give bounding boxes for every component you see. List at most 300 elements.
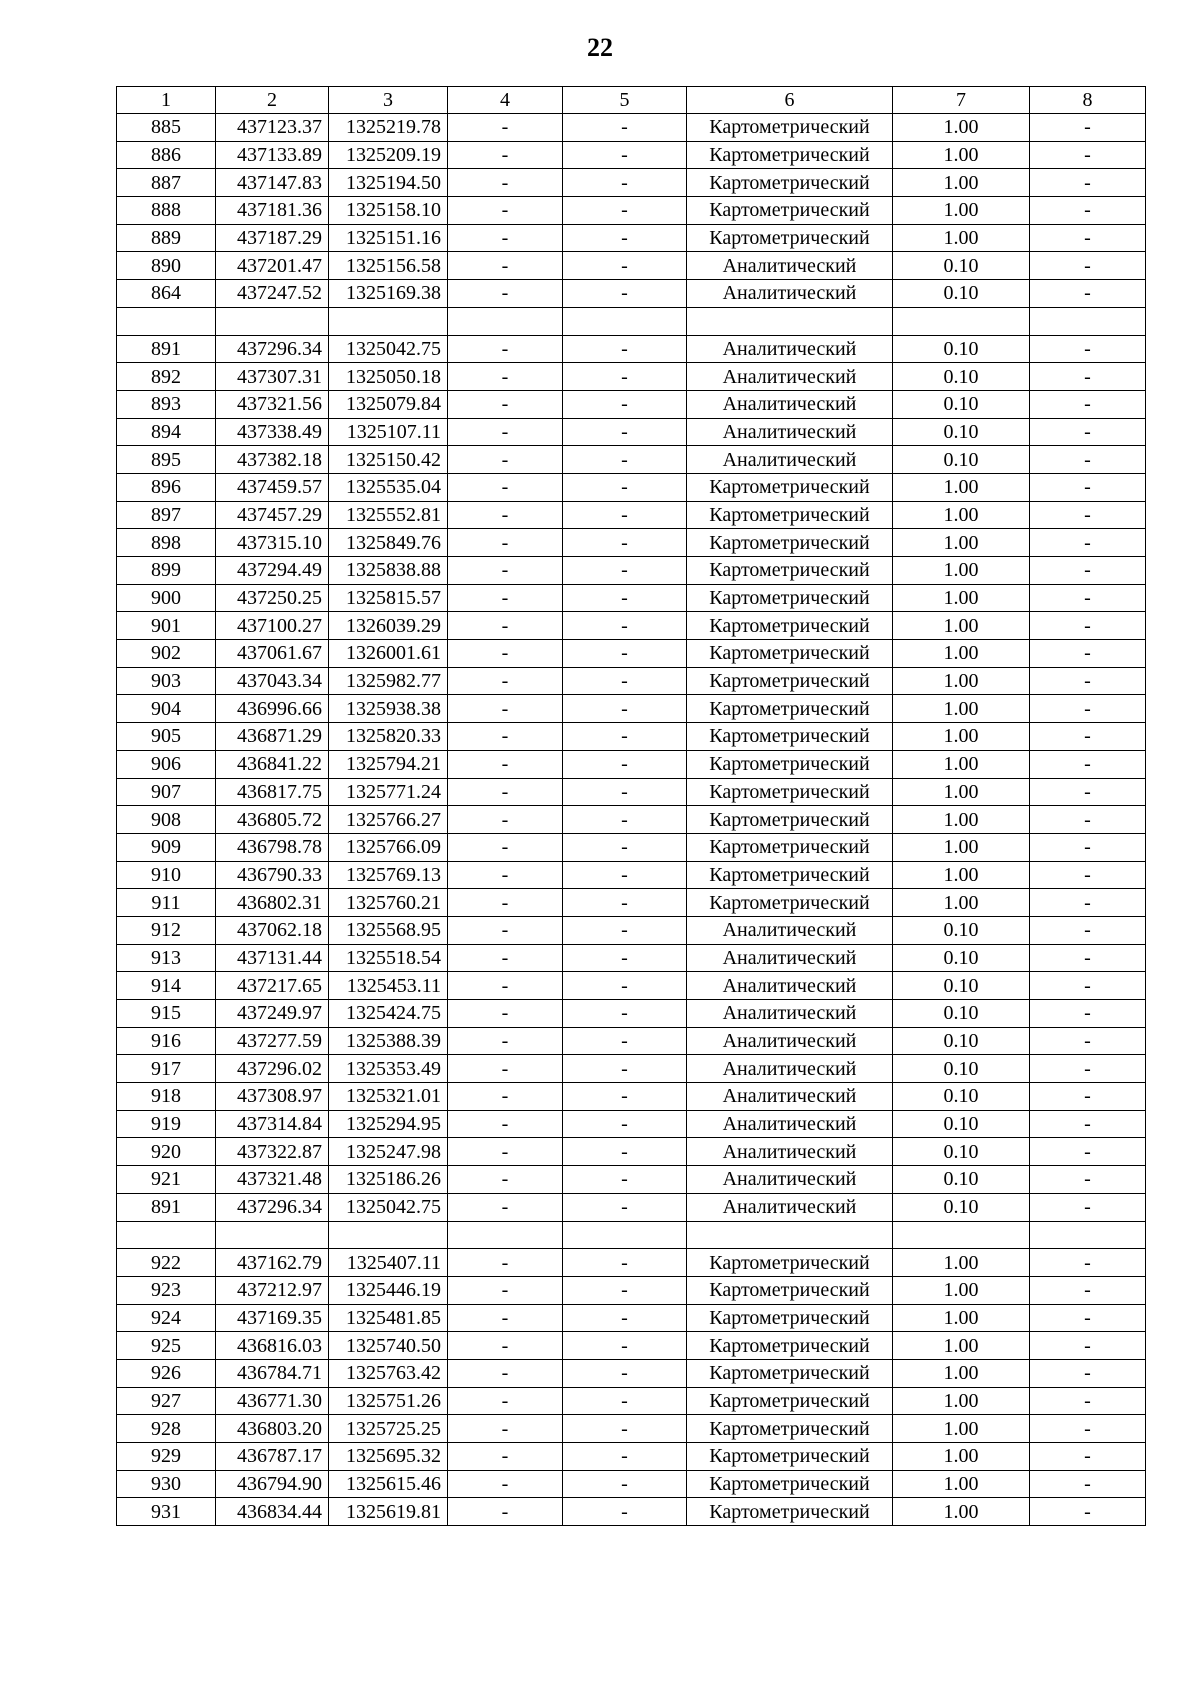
method-cell: Картометрический [687, 197, 893, 225]
x-coordinate-cell: 437338.49 [216, 418, 329, 446]
point-number-cell: 929 [117, 1443, 216, 1471]
y-coordinate-cell: 1325219.78 [329, 114, 448, 142]
col8-cell: - [1030, 1359, 1146, 1387]
col8-cell: - [1030, 169, 1146, 197]
page-number: 22 [587, 33, 613, 62]
point-number-cell: 887 [117, 169, 216, 197]
table-row [117, 114, 1146, 142]
x-coordinate-cell: 436802.31 [216, 889, 329, 917]
col8-cell: - [1030, 1083, 1146, 1111]
y-coordinate-cell: 1325158.10 [329, 197, 448, 225]
method-cell [687, 307, 893, 335]
accuracy-cell: 0.10 [893, 1000, 1030, 1028]
table-row [117, 1470, 1146, 1498]
table-row [117, 280, 1146, 308]
col4-cell: - [448, 806, 563, 834]
table-row [117, 1193, 1146, 1221]
y-coordinate-cell: 1325615.46 [329, 1470, 448, 1498]
point-number-cell: 908 [117, 806, 216, 834]
y-coordinate-cell: 1325568.95 [329, 916, 448, 944]
separator-row [117, 1221, 1146, 1249]
accuracy-cell: 0.10 [893, 418, 1030, 446]
method-cell: Аналитический [687, 1138, 893, 1166]
table-row [117, 612, 1146, 640]
column-header-1: 1 [117, 87, 216, 114]
method-cell: Картометрический [687, 723, 893, 751]
method-cell: Картометрический [687, 1249, 893, 1277]
accuracy-cell: 1.00 [893, 1415, 1030, 1443]
table-row [117, 197, 1146, 225]
table-row [117, 1166, 1146, 1194]
accuracy-cell: 1.00 [893, 1359, 1030, 1387]
col5-cell: - [563, 1359, 687, 1387]
point-number-cell: 910 [117, 861, 216, 889]
table-row [117, 335, 1146, 363]
col4-cell: - [448, 141, 563, 169]
col4-cell: - [448, 1443, 563, 1471]
table-body [117, 114, 1146, 1526]
col4-cell: - [448, 640, 563, 668]
point-number-cell: 899 [117, 557, 216, 585]
accuracy-cell [893, 307, 1030, 335]
x-coordinate-cell: 436841.22 [216, 750, 329, 778]
point-number-cell: 889 [117, 224, 216, 252]
table-header [117, 87, 1146, 114]
y-coordinate-cell: 1325294.95 [329, 1110, 448, 1138]
x-coordinate-cell: 437201.47 [216, 252, 329, 280]
x-coordinate-cell: 437296.34 [216, 335, 329, 363]
point-number-cell: 930 [117, 1470, 216, 1498]
point-number-cell: 885 [117, 114, 216, 142]
x-coordinate-cell: 437321.48 [216, 1166, 329, 1194]
y-coordinate-cell: 1325552.81 [329, 501, 448, 529]
table-row [117, 1276, 1146, 1304]
y-coordinate-cell: 1325446.19 [329, 1276, 448, 1304]
accuracy-cell: 1.00 [893, 1443, 1030, 1471]
point-number-cell: 918 [117, 1083, 216, 1111]
accuracy-cell: 1.00 [893, 1498, 1030, 1526]
col8-cell: - [1030, 750, 1146, 778]
accuracy-cell: 0.10 [893, 916, 1030, 944]
y-coordinate-cell: 1326001.61 [329, 640, 448, 668]
col4-cell: - [448, 695, 563, 723]
point-number-cell [117, 307, 216, 335]
coordinates-table [116, 86, 1146, 1526]
col4-cell: - [448, 972, 563, 1000]
x-coordinate-cell: 437169.35 [216, 1304, 329, 1332]
accuracy-cell: 1.00 [893, 473, 1030, 501]
col5-cell: - [563, 224, 687, 252]
col5-cell: - [563, 778, 687, 806]
col8-cell: - [1030, 612, 1146, 640]
method-cell: Картометрический [687, 778, 893, 806]
accuracy-cell: 0.10 [893, 1138, 1030, 1166]
table-row [117, 695, 1146, 723]
point-number-cell: 903 [117, 667, 216, 695]
y-coordinate-cell: 1325725.25 [329, 1415, 448, 1443]
y-coordinate-cell: 1325849.76 [329, 529, 448, 557]
column-header-8: 8 [1030, 87, 1146, 114]
table-row [117, 1387, 1146, 1415]
accuracy-cell: 1.00 [893, 224, 1030, 252]
col4-cell: - [448, 833, 563, 861]
col8-cell: - [1030, 889, 1146, 917]
point-number-cell: 925 [117, 1332, 216, 1360]
x-coordinate-cell: 437294.49 [216, 557, 329, 585]
col8-cell: - [1030, 833, 1146, 861]
method-cell: Картометрический [687, 640, 893, 668]
y-coordinate-cell: 1325740.50 [329, 1332, 448, 1360]
point-number-cell: 920 [117, 1138, 216, 1166]
col4-cell: - [448, 280, 563, 308]
col4-cell: - [448, 390, 563, 418]
point-number-cell: 897 [117, 501, 216, 529]
col4-cell: - [448, 1110, 563, 1138]
col4-cell: - [448, 224, 563, 252]
y-coordinate-cell: 1325766.09 [329, 833, 448, 861]
method-cell: Картометрический [687, 1359, 893, 1387]
method-cell: Картометрический [687, 501, 893, 529]
accuracy-cell: 1.00 [893, 640, 1030, 668]
accuracy-cell: 0.10 [893, 1083, 1030, 1111]
col5-cell: - [563, 335, 687, 363]
col4-cell: - [448, 916, 563, 944]
col5-cell: - [563, 1276, 687, 1304]
method-cell: Картометрический [687, 1387, 893, 1415]
method-cell: Аналитический [687, 944, 893, 972]
x-coordinate-cell: 437307.31 [216, 363, 329, 391]
x-coordinate-cell: 436871.29 [216, 723, 329, 751]
method-cell: Аналитический [687, 916, 893, 944]
col8-cell: - [1030, 1000, 1146, 1028]
x-coordinate-cell: 436816.03 [216, 1332, 329, 1360]
col4-cell: - [448, 584, 563, 612]
y-coordinate-cell: 1325156.58 [329, 252, 448, 280]
point-number-cell: 921 [117, 1166, 216, 1194]
col8-cell: - [1030, 1138, 1146, 1166]
table-row [117, 363, 1146, 391]
y-coordinate-cell: 1325695.32 [329, 1443, 448, 1471]
x-coordinate-cell: 437296.34 [216, 1193, 329, 1221]
point-number-cell: 886 [117, 141, 216, 169]
table-row [117, 1110, 1146, 1138]
x-coordinate-cell: 437321.56 [216, 390, 329, 418]
accuracy-cell: 1.00 [893, 1332, 1030, 1360]
x-coordinate-cell: 437212.97 [216, 1276, 329, 1304]
column-header-6: 6 [687, 87, 893, 114]
accuracy-cell: 0.10 [893, 280, 1030, 308]
col5-cell: - [563, 1138, 687, 1166]
col8-cell: - [1030, 1249, 1146, 1277]
accuracy-cell: 0.10 [893, 252, 1030, 280]
x-coordinate-cell: 437043.34 [216, 667, 329, 695]
y-coordinate-cell: 1325079.84 [329, 390, 448, 418]
y-coordinate-cell [329, 1221, 448, 1249]
col4-cell: - [448, 1498, 563, 1526]
point-number-cell: 912 [117, 916, 216, 944]
y-coordinate-cell: 1325321.01 [329, 1083, 448, 1111]
col8-cell: - [1030, 1304, 1146, 1332]
accuracy-cell: 1.00 [893, 667, 1030, 695]
x-coordinate-cell: 436817.75 [216, 778, 329, 806]
x-coordinate-cell: 436790.33 [216, 861, 329, 889]
table-row [117, 224, 1146, 252]
method-cell: Картометрический [687, 861, 893, 889]
y-coordinate-cell: 1325982.77 [329, 667, 448, 695]
accuracy-cell: 0.10 [893, 1193, 1030, 1221]
col4-cell: - [448, 778, 563, 806]
x-coordinate-cell: 437217.65 [216, 972, 329, 1000]
method-cell: Картометрический [687, 557, 893, 585]
col5-cell: - [563, 473, 687, 501]
accuracy-cell: 1.00 [893, 1470, 1030, 1498]
point-number-cell: 864 [117, 280, 216, 308]
method-cell: Картометрический [687, 584, 893, 612]
x-coordinate-cell: 437131.44 [216, 944, 329, 972]
col4-cell: - [448, 1359, 563, 1387]
col5-cell: - [563, 1443, 687, 1471]
point-number-cell: 891 [117, 335, 216, 363]
accuracy-cell: 0.10 [893, 1166, 1030, 1194]
table-row [117, 1027, 1146, 1055]
point-number-cell: 917 [117, 1055, 216, 1083]
x-coordinate-cell: 436784.71 [216, 1359, 329, 1387]
col8-cell: - [1030, 640, 1146, 668]
method-cell: Картометрический [687, 1443, 893, 1471]
col4-cell: - [448, 1193, 563, 1221]
col5-cell: - [563, 1415, 687, 1443]
table-row [117, 833, 1146, 861]
col8-cell: - [1030, 114, 1146, 142]
col4-cell: - [448, 418, 563, 446]
y-coordinate-cell [329, 307, 448, 335]
y-coordinate-cell: 1325424.75 [329, 1000, 448, 1028]
point-number-cell: 927 [117, 1387, 216, 1415]
table-row [117, 557, 1146, 585]
method-cell: Аналитический [687, 1083, 893, 1111]
col8-cell: - [1030, 806, 1146, 834]
method-cell: Аналитический [687, 418, 893, 446]
col8-cell: - [1030, 1276, 1146, 1304]
table-row [117, 169, 1146, 197]
point-number-cell: 893 [117, 390, 216, 418]
col5-cell: - [563, 501, 687, 529]
col8-cell: - [1030, 1110, 1146, 1138]
y-coordinate-cell: 1325050.18 [329, 363, 448, 391]
accuracy-cell: 1.00 [893, 529, 1030, 557]
col8-cell: - [1030, 446, 1146, 474]
col4-cell: - [448, 1276, 563, 1304]
col5-cell: - [563, 114, 687, 142]
accuracy-cell: 0.10 [893, 446, 1030, 474]
col4-cell [448, 307, 563, 335]
accuracy-cell: 0.10 [893, 1055, 1030, 1083]
col5-cell: - [563, 833, 687, 861]
col4-cell: - [448, 529, 563, 557]
method-cell: Аналитический [687, 363, 893, 391]
y-coordinate-cell: 1325794.21 [329, 750, 448, 778]
col4-cell: - [448, 667, 563, 695]
col5-cell: - [563, 390, 687, 418]
col4-cell: - [448, 252, 563, 280]
method-cell: Картометрический [687, 1470, 893, 1498]
table-row [117, 1083, 1146, 1111]
y-coordinate-cell: 1325535.04 [329, 473, 448, 501]
table-row [117, 1359, 1146, 1387]
table-row [117, 667, 1146, 695]
col5-cell: - [563, 141, 687, 169]
col8-cell: - [1030, 1332, 1146, 1360]
table-row [117, 972, 1146, 1000]
col5-cell: - [563, 418, 687, 446]
col4-cell: - [448, 1083, 563, 1111]
col5-cell: - [563, 446, 687, 474]
col5-cell: - [563, 612, 687, 640]
col4-cell: - [448, 114, 563, 142]
col8-cell: - [1030, 363, 1146, 391]
col5-cell: - [563, 1110, 687, 1138]
table-row [117, 806, 1146, 834]
method-cell: Аналитический [687, 1110, 893, 1138]
col5-cell: - [563, 1000, 687, 1028]
accuracy-cell [893, 1221, 1030, 1249]
col5-cell: - [563, 280, 687, 308]
accuracy-cell: 1.00 [893, 612, 1030, 640]
col5-cell: - [563, 1387, 687, 1415]
x-coordinate-cell: 437187.29 [216, 224, 329, 252]
accuracy-cell: 0.10 [893, 390, 1030, 418]
col5-cell: - [563, 584, 687, 612]
col5-cell: - [563, 169, 687, 197]
x-coordinate-cell: 437133.89 [216, 141, 329, 169]
col8-cell: - [1030, 1166, 1146, 1194]
accuracy-cell: 1.00 [893, 889, 1030, 917]
col8-cell: - [1030, 723, 1146, 751]
col5-cell: - [563, 889, 687, 917]
method-cell: Аналитический [687, 446, 893, 474]
x-coordinate-cell: 436996.66 [216, 695, 329, 723]
y-coordinate-cell: 1325771.24 [329, 778, 448, 806]
col8-cell: - [1030, 667, 1146, 695]
col4-cell: - [448, 473, 563, 501]
table-row [117, 1055, 1146, 1083]
column-header-4: 4 [448, 87, 563, 114]
col5-cell: - [563, 197, 687, 225]
accuracy-cell: 1.00 [893, 557, 1030, 585]
table-row [117, 141, 1146, 169]
accuracy-cell: 0.10 [893, 1110, 1030, 1138]
col8-cell: - [1030, 972, 1146, 1000]
table-row [117, 1498, 1146, 1526]
table-row [117, 916, 1146, 944]
point-number-cell: 894 [117, 418, 216, 446]
method-cell: Картометрический [687, 224, 893, 252]
col8-cell: - [1030, 473, 1146, 501]
x-coordinate-cell: 436771.30 [216, 1387, 329, 1415]
col8-cell: - [1030, 861, 1146, 889]
y-coordinate-cell: 1325388.39 [329, 1027, 448, 1055]
col5-cell: - [563, 1304, 687, 1332]
x-coordinate-cell: 437247.52 [216, 280, 329, 308]
y-coordinate-cell: 1325763.42 [329, 1359, 448, 1387]
method-cell: Аналитический [687, 390, 893, 418]
accuracy-cell: 1.00 [893, 141, 1030, 169]
col8-cell: - [1030, 390, 1146, 418]
col8-cell: - [1030, 1498, 1146, 1526]
col4-cell: - [448, 1304, 563, 1332]
accuracy-cell: 1.00 [893, 1387, 1030, 1415]
method-cell: Аналитический [687, 1055, 893, 1083]
x-coordinate-cell: 437061.67 [216, 640, 329, 668]
method-cell: Картометрический [687, 806, 893, 834]
point-number-cell: 916 [117, 1027, 216, 1055]
y-coordinate-cell: 1325838.88 [329, 557, 448, 585]
point-number-cell: 924 [117, 1304, 216, 1332]
x-coordinate-cell: 437250.25 [216, 584, 329, 612]
x-coordinate-cell: 436834.44 [216, 1498, 329, 1526]
x-coordinate-cell: 437147.83 [216, 169, 329, 197]
point-number-cell: 905 [117, 723, 216, 751]
table-row [117, 446, 1146, 474]
col8-cell: - [1030, 1387, 1146, 1415]
table-row [117, 750, 1146, 778]
col5-cell: - [563, 529, 687, 557]
col8-cell [1030, 307, 1146, 335]
col5-cell [563, 1221, 687, 1249]
col4-cell: - [448, 1027, 563, 1055]
method-cell: Картометрический [687, 1415, 893, 1443]
method-cell: Картометрический [687, 750, 893, 778]
method-cell: Аналитический [687, 1193, 893, 1221]
x-coordinate-cell: 436787.17 [216, 1443, 329, 1471]
table-row [117, 501, 1146, 529]
point-number-cell: 923 [117, 1276, 216, 1304]
separator-row [117, 307, 1146, 335]
point-number-cell: 914 [117, 972, 216, 1000]
table-row [117, 889, 1146, 917]
col5-cell: - [563, 944, 687, 972]
method-cell: Картометрический [687, 1498, 893, 1526]
col5-cell: - [563, 1083, 687, 1111]
col8-cell: - [1030, 944, 1146, 972]
x-coordinate-cell: 437162.79 [216, 1249, 329, 1277]
accuracy-cell: 1.00 [893, 584, 1030, 612]
col5-cell: - [563, 557, 687, 585]
col5-cell: - [563, 972, 687, 1000]
column-header-2: 2 [216, 87, 329, 114]
accuracy-cell: 0.10 [893, 944, 1030, 972]
y-coordinate-cell: 1325619.81 [329, 1498, 448, 1526]
method-cell: Картометрический [687, 1276, 893, 1304]
y-coordinate-cell: 1325815.57 [329, 584, 448, 612]
x-coordinate-cell: 437457.29 [216, 501, 329, 529]
col4-cell: - [448, 750, 563, 778]
method-cell: Картометрический [687, 695, 893, 723]
col5-cell: - [563, 861, 687, 889]
col4-cell: - [448, 501, 563, 529]
method-cell: Картометрический [687, 612, 893, 640]
col5-cell: - [563, 252, 687, 280]
table-row [117, 1138, 1146, 1166]
y-coordinate-cell: 1325407.11 [329, 1249, 448, 1277]
y-coordinate-cell: 1325186.26 [329, 1166, 448, 1194]
y-coordinate-cell: 1325042.75 [329, 1193, 448, 1221]
x-coordinate-cell: 437382.18 [216, 446, 329, 474]
accuracy-cell: 1.00 [893, 806, 1030, 834]
y-coordinate-cell: 1325209.19 [329, 141, 448, 169]
table-row [117, 723, 1146, 751]
point-number-cell: 901 [117, 612, 216, 640]
